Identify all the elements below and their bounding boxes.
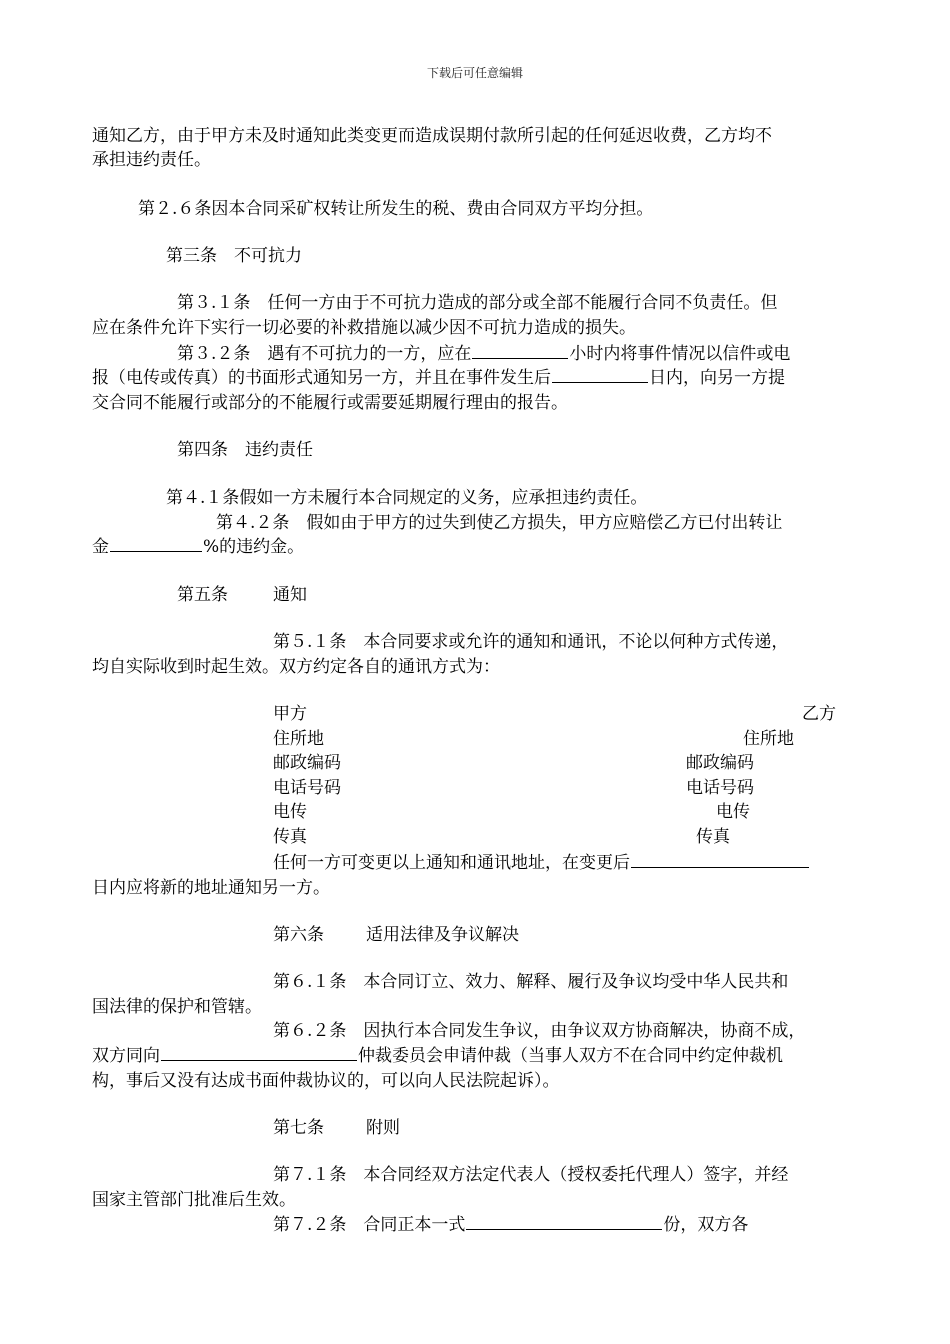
section-5-title: 通知: [273, 585, 307, 605]
section-5-number: 第五条: [177, 585, 228, 605]
article-5-1-line: 第５.１条 本合同要求或允许的通知和通讯，不论以何种方式传递，: [273, 632, 789, 652]
address-change-line: 日内应将新的地址通知另一方。: [92, 878, 330, 898]
party-b-postcode: 邮政编码: [686, 753, 754, 773]
section-6-number: 第六条: [273, 925, 324, 945]
article-3-1-line: 第３.１条 任何一方由于不可抗力造成的部分或全部不能履行合同不负责任。但: [177, 293, 778, 313]
article-2-6: 第２.６条因本合同采矿权转让所发生的税、费由合同双方平均分担。: [138, 199, 654, 219]
party-a-fax: 传真: [273, 827, 307, 847]
section-7-number: 第七条: [273, 1118, 324, 1138]
article-6-2-line: 构，事后又没有达成书面仲裁协议的，可以向人民法院起诉）。: [92, 1071, 560, 1091]
party-b-label: 乙方: [802, 704, 836, 724]
fill-blank-change-days[interactable]: [631, 852, 809, 868]
text-segment: 第３.２条 遇有不可抗力的一方，应在: [177, 344, 472, 364]
text-segment: 小时内将事件情况以信件或电: [569, 344, 791, 364]
text-segment: 份，双方各: [663, 1215, 749, 1235]
party-a-address: 住所地: [273, 729, 324, 749]
fill-blank-hours[interactable]: [472, 343, 568, 359]
text-segment: 仲裁委员会申请仲裁（当事人双方不在合同中约定仲裁机: [358, 1046, 783, 1066]
party-a-label: 甲方: [273, 704, 307, 724]
article-3-2-line: 交合同不能履行或部分的不能履行或需要延期履行理由的报告。: [92, 393, 568, 413]
fill-blank-days[interactable]: [552, 367, 648, 383]
article-3-1-line: 应在条件允许下实行一切必要的补救措施以减少因不可抗力造成的损失。: [92, 318, 636, 338]
party-a-postcode: 邮政编码: [273, 753, 341, 773]
page-header: 下载后可任意编辑: [426, 66, 523, 80]
text-segment: 报（电传或传真）的书面形式通知另一方，并且在事件发生后: [92, 368, 551, 388]
text-segment: 第７.２条 合同正本一式: [273, 1215, 466, 1235]
article-3-2-line: [177, 342, 790, 366]
fill-blank-copies[interactable]: [466, 1214, 662, 1230]
article-6-2-line: 第６.２条 因执行本合同发生争议，由争议双方协商解决，协商不成，: [273, 1021, 806, 1041]
article-6-1-line: 第６.１条 本合同订立、效力、解释、履行及争议均受中华人民共和: [273, 972, 789, 992]
section-3-heading: 第三条 不可抗力: [166, 246, 302, 266]
article-6-1-line: 国法律的保护和管辖。: [92, 997, 262, 1017]
text-segment: 日内，向另一方提: [649, 368, 785, 388]
text-segment: 双方同向: [92, 1046, 160, 1066]
paragraph-line: 承担违约责任。: [92, 150, 211, 170]
text-segment: 任何一方可变更以上通知和通讯地址，在变更后: [273, 853, 630, 873]
party-a-telex: 电传: [273, 802, 307, 822]
text-segment: %的违约金。: [203, 537, 305, 557]
fill-blank-percent[interactable]: [110, 536, 202, 552]
party-b-fax: 传真: [696, 827, 730, 847]
article-7-2-line: [273, 1213, 748, 1237]
fill-blank-arbitration[interactable]: [161, 1045, 357, 1061]
section-7-title: 附则: [366, 1118, 400, 1138]
article-3-2-line: [92, 366, 785, 390]
article-4-2-line: 第４.２条 假如由于甲方的过失到使乙方损失，甲方应赔偿乙方已付出转让: [216, 513, 783, 533]
section-6-title: 适用法律及争议解决: [366, 925, 519, 945]
article-7-1-line: 第７.１条 本合同经双方法定代表人（授权委托代理人）签字，并经: [273, 1165, 789, 1185]
party-b-phone: 电话号码: [686, 778, 754, 798]
article-6-2-line: [92, 1044, 783, 1068]
address-change-line: [273, 851, 810, 875]
section-4-heading: 第四条 违约责任: [177, 440, 313, 460]
party-b-address: 住所地: [743, 729, 794, 749]
party-a-phone: 电话号码: [273, 778, 341, 798]
article-5-1-line: 均自实际收到时起生效。双方约定各自的通讯方式为：: [92, 657, 500, 677]
article-4-1: 第４.１条假如一方未履行本合同规定的义务，应承担违约责任。: [166, 488, 648, 508]
text-segment: 金: [92, 537, 109, 557]
party-b-telex: 电传: [716, 802, 750, 822]
article-4-2-line: [92, 535, 304, 559]
paragraph-line: 通知乙方，由于甲方未及时通知此类变更而造成误期付款所引起的任何延迟收费，乙方均不: [92, 126, 772, 146]
article-7-1-line: 国家主管部门批准后生效。: [92, 1190, 296, 1210]
